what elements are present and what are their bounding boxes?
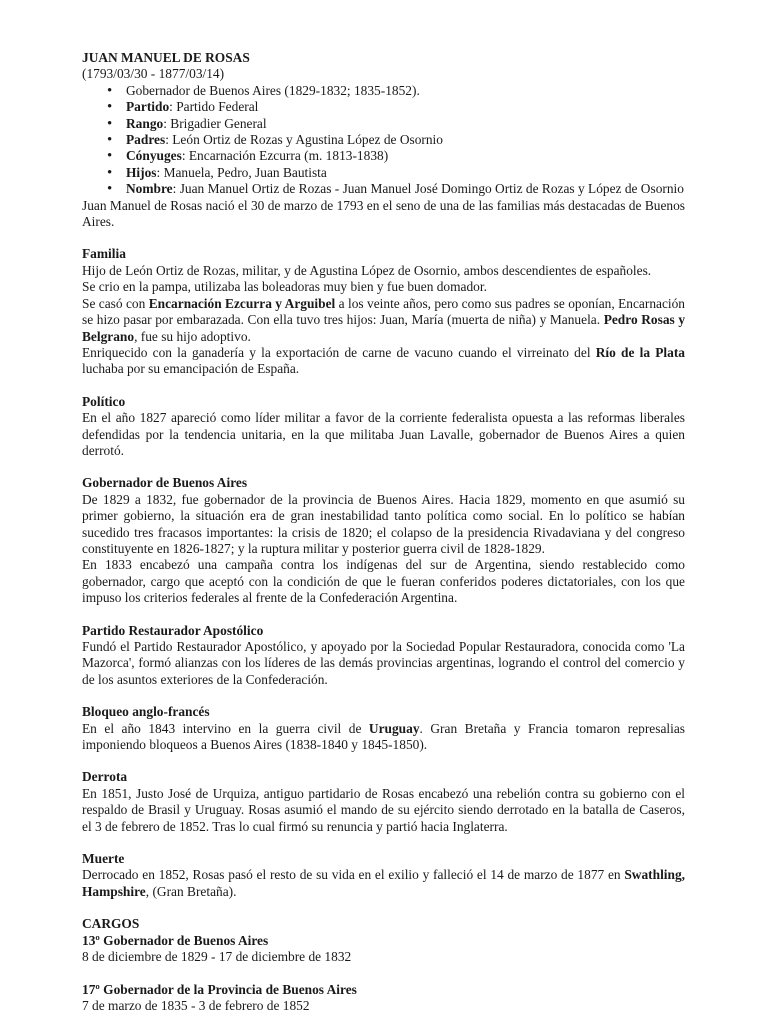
muerte-paragraph — [82, 867, 685, 900]
text-run: Derrocado en 1852, Rosas pasó el resto de su vida en el exilio y falleció el 14 de marzo de 1877 en — [82, 867, 625, 883]
fact-padres — [126, 132, 685, 148]
section-heading-bloqueo: Bloqueo anglo-francés — [82, 704, 210, 720]
fact-text: : Brigadier General — [163, 115, 267, 131]
facts-list — [82, 83, 685, 198]
fact-rango — [126, 116, 685, 132]
familia-paragraph-4 — [82, 345, 685, 378]
partido-paragraph: Fundó el Partido Restaurador Apostólico, y apoyado por la Sociedad Popular Restauradora, conocida como 'La Mazorca', formó alianzas con los líderes de las demás provincias argentinas, logrando el control del comercio y de los asuntos exteriores de la Confederación. — [82, 639, 685, 687]
text-run: En el año 1843 intervino en la guerra civil de — [82, 720, 369, 736]
place-rio-de-la-plata: Río de la Plata — [595, 344, 685, 360]
fact-text: : Encarnación Ezcurra (m. 1813-1838) — [181, 148, 389, 164]
place-swathling: Swathling, Hampshire — [82, 867, 685, 899]
spouse-name: Encarnación Ezcurra y Arguibel — [148, 295, 336, 311]
section-heading-muerte: Muerte — [82, 851, 125, 867]
fact-governor — [126, 83, 685, 99]
familia-paragraph-3 — [82, 296, 685, 345]
bloqueo-paragraph — [82, 721, 685, 754]
fact-label: Nombre — [126, 181, 173, 197]
fact-label: Partido — [126, 99, 170, 115]
section-heading-cargos: CARGOS — [82, 916, 140, 932]
section-heading-partido: Partido Restaurador Apostólico — [82, 622, 264, 638]
section-heading-gobernador: Gobernador de Buenos Aires — [82, 475, 248, 491]
familia-paragraph-2: Se crio en la pampa, utilizaba las boleadoras muy bien y fue buen domador. — [82, 279, 487, 295]
fact-hijos — [126, 165, 685, 181]
fact-label: Rango — [126, 115, 164, 131]
fact-label: Padres — [126, 132, 166, 148]
text-run: a los veinte años, pero como sus padres se oponían, Encarnación se hizo pasar por embarazada. Con ella tuvo tres hijos: Juan, María (muerta de niña) y Manuela. — [82, 295, 686, 328]
fact-conyuges — [126, 148, 685, 164]
fact-label: Hijos — [126, 164, 157, 180]
cargo-1-dates: 8 de diciembre de 1829 - 17 de diciembre de 1832 — [82, 949, 352, 965]
section-heading-derrota: Derrota — [82, 769, 128, 785]
fact-text: : Partido Federal — [169, 99, 259, 115]
text-run: luchaba por su emancipación de España. — [82, 361, 300, 377]
fact-label: Cónyuges — [126, 148, 182, 164]
fact-text: : Manuela, Pedro, Juan Bautista — [156, 164, 327, 180]
intro-paragraph: Juan Manuel de Rosas nació el 30 de marzo de 1793 en el seno de una de las familias más destacadas de Buenos Aires. — [82, 197, 685, 230]
text-run: . Gran Bretaña y Francia tomaron represalias imponiendo bloqueos a Buenos Aires (1838-1840 y 1845-1850). — [82, 720, 685, 753]
text-run: Se casó con — [82, 295, 149, 311]
cargo-1-title: 13º Gobernador de Buenos Aires — [82, 932, 269, 948]
fact-text: Gobernador de Buenos Aires (1829-1832; 1835-1852). — [126, 82, 420, 98]
fact-partido — [126, 99, 685, 115]
gobernador-paragraph-2: En 1833 encabezó una campaña contra los indígenas del sur de Argentina, siendo restablecido como gobernador, cargo que aceptó con la condición de que le fueran conferidos poderes dictatoriales, con los que impuso los criterios federales al frente de la Confederación Argentina. — [82, 557, 685, 606]
text-run: , (Gran Bretaña). — [145, 883, 237, 899]
place-uruguay: Uruguay — [368, 720, 420, 736]
cargo-2-dates: 7 de marzo de 1835 - 3 de febrero de 1852 — [82, 997, 310, 1013]
gobernador-paragraph-1: De 1829 a 1832, fue gobernador de la provincia de Buenos Aires. Hacia 1829, momento en que asumió su primer gobierno, la situación era de gran inestabilidad tanto política como social. En lo político se habían sucedido tres fracasos importantes: la crisis de 1820; el colapso de la presidencia Rivadaviana y del congreso constituyente en 1826-1827; y la ruptura militar y posterior guerra civil de 1828-1829. — [82, 491, 685, 556]
text-run: Enriquecido con la ganadería y la exportación de carne de vacuno cuando el virreinato del — [82, 344, 596, 360]
section-heading-politico: Político — [82, 393, 126, 409]
cargo-2-title: 17º Gobernador de la Provincia de Buenos Aires — [82, 981, 357, 997]
document-title: JUAN MANUEL DE ROSAS — [82, 50, 250, 65]
familia-paragraph-1: Hijo de León Ortiz de Rozas, militar, y de Agustina López de Osornio, ambos descendientes de españoles. — [82, 262, 652, 278]
politico-paragraph: En el año 1827 apareció como líder militar a favor de la corriente federalista opuesta a las reformas liberales defendidas por la tendencia unitaria, en la que militaba Juan Lavalle, gobernador de Buenos Aires a quien derrotó. — [82, 410, 685, 458]
life-dates: (1793/03/30 - 1877/03/14) — [82, 66, 225, 82]
fact-nombre — [126, 181, 685, 197]
adopted-son-name: Pedro Rosas y Belgrano — [82, 312, 686, 344]
fact-text: : León Ortiz de Rozas y Agustina López de Osornio — [165, 132, 443, 148]
derrota-paragraph: En 1851, Justo José de Urquiza, antiguo partidario de Rosas encabezó una rebelión contra su gobierno con el respaldo de Brasil y Uruguay. Rosas asumió el mando de su ejército siendo derrotado en la batalla de Caseros, el 3 de febrero de 1852. Tras lo cual firmó su renuncia y partió hacia Inglaterra. — [82, 785, 685, 834]
text-run: , fue su hijo adoptivo. — [134, 328, 251, 344]
section-heading-familia: Familia — [82, 246, 126, 262]
fact-text: : Juan Manuel Ortiz de Rozas - Juan Manuel José Domingo Ortiz de Rozas y López de Osornio — [172, 181, 684, 197]
